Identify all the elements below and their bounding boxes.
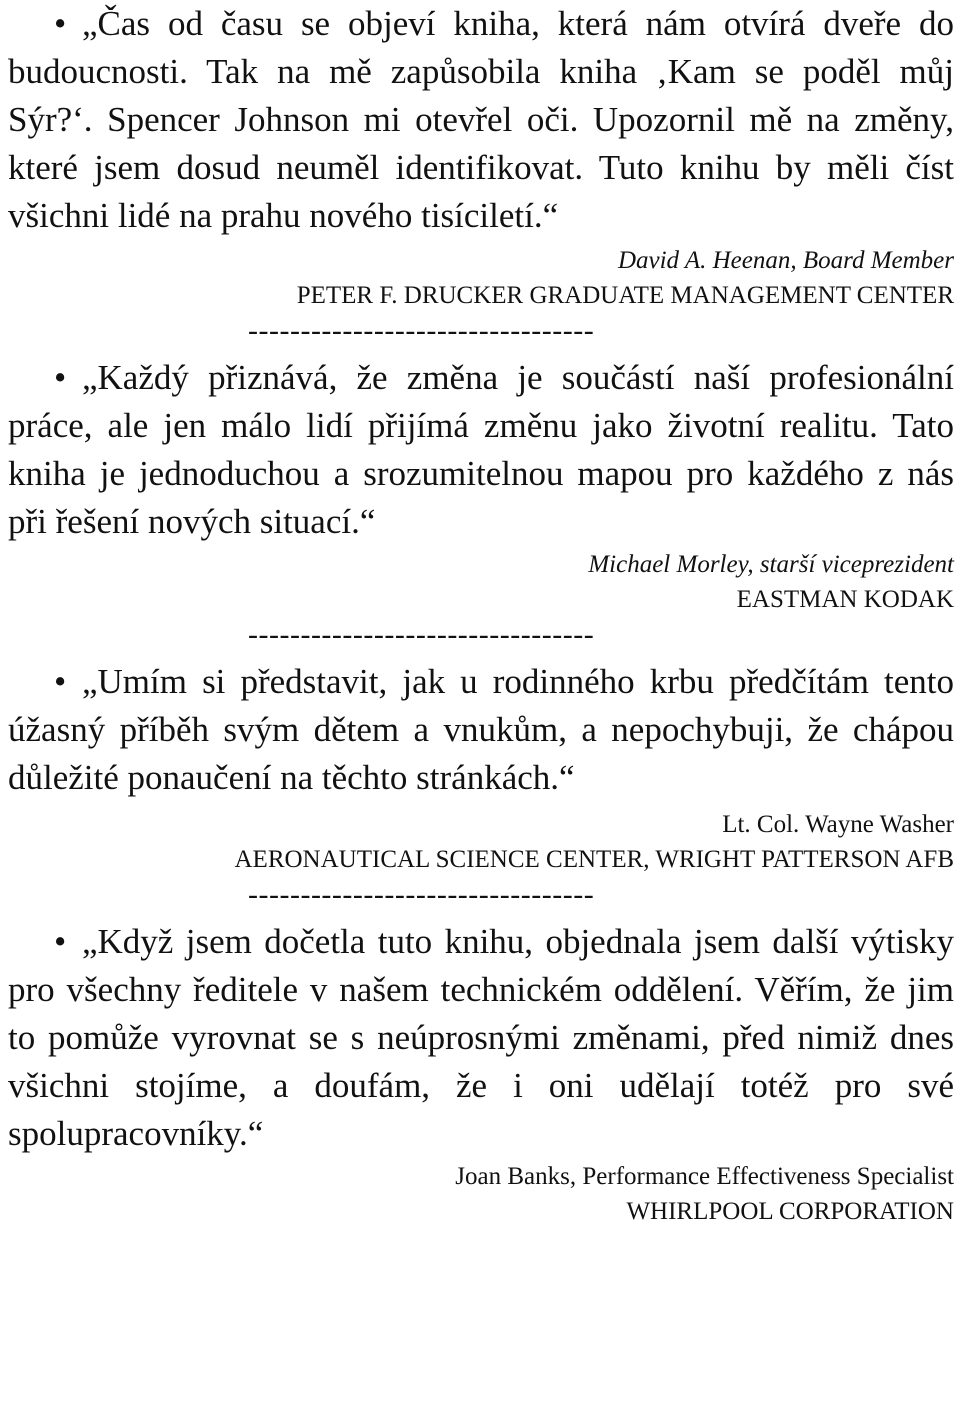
testimonial-quote: • „Každý přiznává, že změna je součástí naší profesionální práce, ale jen málo lidí přijímá změnu jako životní realitu. Tato kniha je jednoduchou a srozumitelnou mapou pro každého z nás při řešení nových situací.“ [8, 354, 954, 546]
section-divider: --------------------------------- [248, 618, 595, 651]
testimonial-author: Joan Banks, Performance Effectiveness Specialist [455, 1163, 954, 1190]
testimonial-organization: EASTMAN KODAK [736, 586, 954, 613]
testimonial-author: Michael Morley, starší viceprezident [588, 551, 954, 578]
testimonial-2 [8, 354, 954, 618]
bullet-icon: • [54, 922, 67, 961]
testimonial-3 [8, 658, 954, 878]
testimonials-page [8, 0, 954, 1230]
testimonial-author: Lt. Col. Wayne Washer [722, 811, 954, 838]
testimonial-1 [8, 0, 954, 314]
testimonial-quote: • „Umím si představit, jak u rodinného krbu předčítám tento úžasný příběh svým dětem a vnukům, a nepochybuji, že chápou důležité ponaučení na těchto stránkách.“ [8, 658, 954, 802]
bullet-icon: • [54, 662, 67, 701]
section-divider: --------------------------------- [248, 878, 595, 911]
testimonial-organization: WHIRLPOOL CORPORATION [626, 1198, 954, 1225]
section-divider: --------------------------------- [248, 314, 595, 347]
testimonial-organization: PETER F. DRUCKER GRADUATE MANAGEMENT CENTER [296, 282, 954, 309]
bullet-icon: • [54, 4, 67, 43]
testimonial-organization: AERONAUTICAL SCIENCE CENTER, WRIGHT PATTERSON AFB [234, 846, 954, 873]
bullet-icon: • [54, 358, 67, 397]
testimonial-quote: • „Čas od času se objeví kniha, která nám otvírá dveře do budoucnosti. Tak na mě zapůsobila kniha ‚Kam se poděl můj Sýr?‘. Spencer Johnson mi otevřel oči. Upozornil mě na změny, které jsem dosud neuměl identifikovat. Tuto knihu by měli číst všichni lidé na prahu nového tisíciletí.“ [8, 0, 954, 240]
testimonial-quote: • „Když jsem dočetla tuto knihu, objednala jsem další výtisky pro všechny ředitele v našem technickém oddělení. Věřím, že jim to pomůže vyrovnat se s neúprosnými změnami, před nimiž dnes všichni stojíme, a doufám, že i oni udělají totéž pro své spolupracovníky.“ [8, 918, 954, 1158]
testimonial-4 [8, 918, 954, 1230]
testimonial-author: David A. Heenan, Board Member [617, 247, 954, 274]
